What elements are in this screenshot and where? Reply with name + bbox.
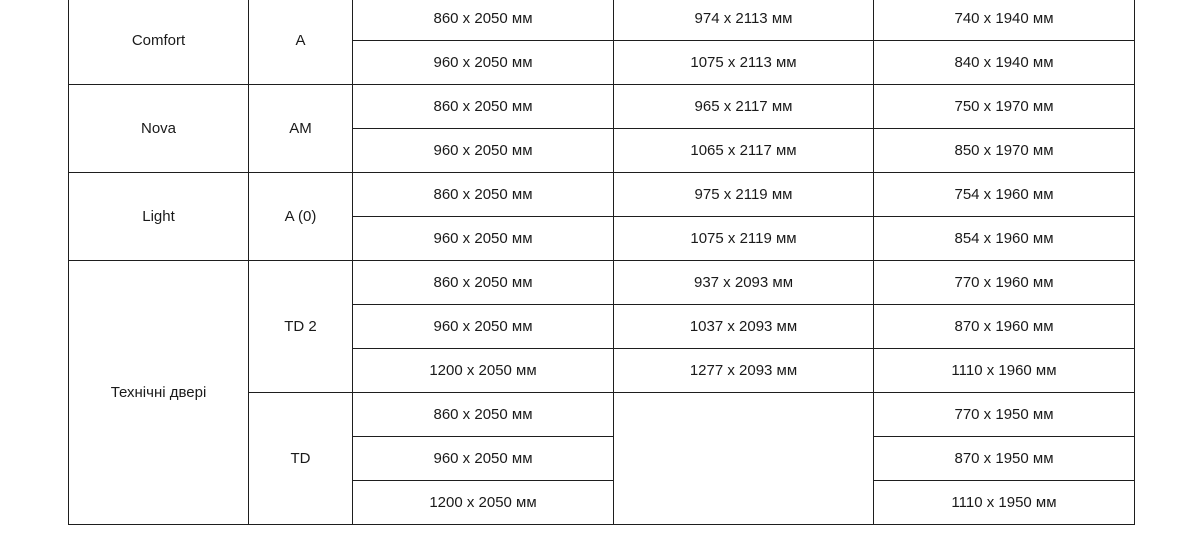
box-size-cell: 965 x 2117 мм (614, 85, 874, 129)
table-row (69, 0, 1135, 41)
box-size-cell: 1065 x 2117 мм (614, 129, 874, 173)
box-size-cell: 1277 x 2093 мм (614, 349, 874, 393)
light-opening-cell: 770 x 1950 мм (874, 393, 1135, 437)
light-opening-cell: 754 x 1960 мм (874, 173, 1135, 217)
door-type-cell: TD 2 (249, 261, 353, 393)
box-size-cell: 937 x 2093 мм (614, 261, 874, 305)
door-size-cell: 860 x 2050 мм (353, 393, 614, 437)
light-opening-cell: 870 x 1950 мм (874, 437, 1135, 481)
door-size-cell: 960 x 2050 мм (353, 437, 614, 481)
door-size-cell: 1200 x 2050 мм (353, 349, 614, 393)
door-size-cell: 860 x 2050 мм (353, 0, 614, 41)
door-size-cell: 860 x 2050 мм (353, 261, 614, 305)
door-size-cell: 960 x 2050 мм (353, 41, 614, 85)
table-row (69, 261, 1135, 305)
door-type-cell: A (249, 0, 353, 85)
box-size-cell: 974 x 2113 мм (614, 0, 874, 41)
box-size-cell-empty (614, 393, 874, 525)
door-sizes-table (68, 0, 1135, 525)
model-name-cell: Технічні двері (69, 261, 249, 525)
light-opening-cell: 1110 x 1960 мм (874, 349, 1135, 393)
door-size-cell: 960 x 2050 мм (353, 129, 614, 173)
door-size-cell: 860 x 2050 мм (353, 85, 614, 129)
table-row (69, 85, 1135, 129)
model-name-cell: Comfort (69, 0, 249, 85)
box-size-cell: 1037 x 2093 мм (614, 305, 874, 349)
door-type-cell: AM (249, 85, 353, 173)
door-sizes-table-wrapper (68, 0, 1135, 525)
light-opening-cell: 740 x 1940 мм (874, 0, 1135, 41)
box-size-cell: 1075 x 2119 мм (614, 217, 874, 261)
light-opening-cell: 850 x 1970 мм (874, 129, 1135, 173)
model-name-cell: Nova (69, 85, 249, 173)
table-body (69, 0, 1135, 525)
door-size-cell: 960 x 2050 мм (353, 305, 614, 349)
light-opening-cell: 750 x 1970 мм (874, 85, 1135, 129)
door-size-cell: 860 x 2050 мм (353, 173, 614, 217)
box-size-cell: 1075 x 2113 мм (614, 41, 874, 85)
door-type-cell: A (0) (249, 173, 353, 261)
box-size-cell: 975 x 2119 мм (614, 173, 874, 217)
light-opening-cell: 854 x 1960 мм (874, 217, 1135, 261)
light-opening-cell: 870 x 1960 мм (874, 305, 1135, 349)
door-type-cell: TD (249, 393, 353, 525)
light-opening-cell: 770 x 1960 мм (874, 261, 1135, 305)
door-size-cell: 960 x 2050 мм (353, 217, 614, 261)
model-name-cell: Light (69, 173, 249, 261)
door-size-cell: 1200 x 2050 мм (353, 481, 614, 525)
light-opening-cell: 840 x 1940 мм (874, 41, 1135, 85)
table-row (69, 173, 1135, 217)
light-opening-cell: 1110 x 1950 мм (874, 481, 1135, 525)
